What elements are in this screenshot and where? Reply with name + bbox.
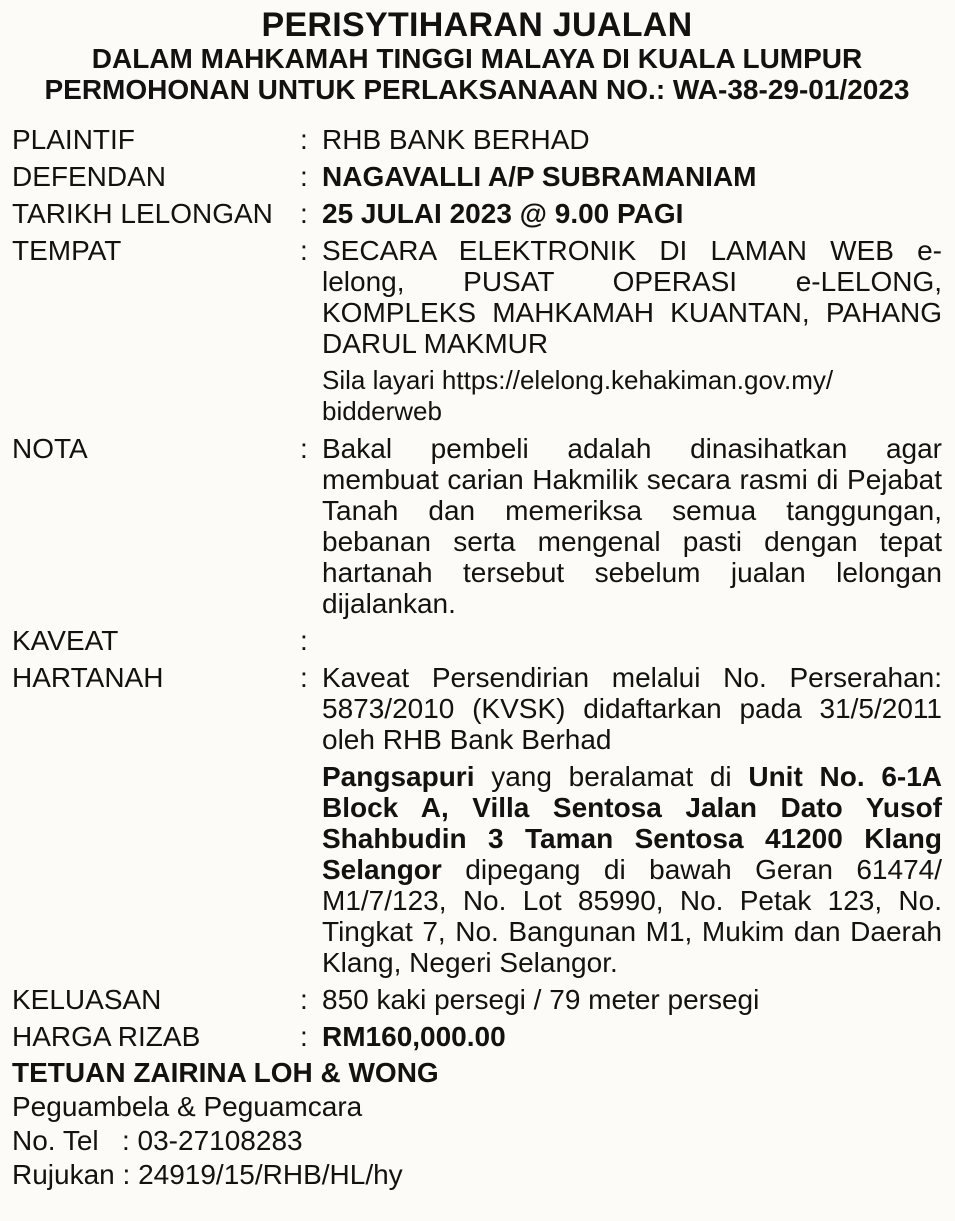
auction-notice bbox=[12, 6, 942, 1192]
field-label: TARIKH LELONGAN bbox=[12, 198, 273, 229]
caveat-text: Kaveat Persendirian melalui No. Perserahan: 5873/2010 (KVSK) didaftarkan pada 31/5/2011 oleh RHB Bank Berhad bbox=[322, 662, 942, 755]
lawyer-details bbox=[12, 1056, 942, 1192]
law-firm-tel: No. Tel : 03-27108283 bbox=[12, 1125, 303, 1156]
field-harga-rizab bbox=[12, 1021, 942, 1052]
field-value: SECARA ELEKTRONIK DI LAMAN WEB e-lelong, PUSAT OPERASI e-LELONG, KOMPLEKS MAHKAMAH KUANTAN, PAHANG DARUL MAKMUR bbox=[322, 235, 942, 359]
law-firm-ref: Rujukan : 24919/15/RHB/HL/hy bbox=[12, 1159, 403, 1190]
field-colon: : bbox=[300, 161, 308, 192]
address-intro: yang beralamat di bbox=[474, 761, 749, 792]
field-tarikh-lelongan bbox=[12, 198, 942, 229]
law-firm-role: Peguambela & Peguamcara bbox=[12, 1091, 363, 1122]
field-colon: : bbox=[300, 662, 308, 693]
field-colon: : bbox=[300, 1021, 308, 1052]
field-kaveat bbox=[12, 625, 942, 656]
field-value: RM160,000.00 bbox=[322, 1021, 506, 1052]
field-value: 850 kaki persegi / 79 meter persegi bbox=[322, 984, 760, 1015]
court-name: DALAM MAHKAMAH TINGGI MALAYA DI KUALA LUMPUR bbox=[91, 43, 863, 74]
field-label: KAVEAT bbox=[12, 625, 119, 656]
field-value: NAGAVALLI A/P SUBRAMANIAM bbox=[322, 161, 757, 192]
field-tempat bbox=[12, 235, 942, 427]
field-keluasan bbox=[12, 984, 942, 1015]
field-value: Bakal pembeli adalah dinasihatkan agar membuat carian Hakmilik secara rasmi di Pejabat Tanah dan memeriksa semua tanggungan, bebanan serta mengenal pasti dengan tepat hartanah tersebut sebelum jualan lelongan dijalankan. bbox=[322, 433, 942, 619]
field-colon: : bbox=[300, 625, 308, 656]
field-label: PLAINTIF bbox=[12, 124, 135, 155]
field-label: HARTANAH bbox=[12, 662, 164, 693]
field-defendan bbox=[12, 161, 942, 192]
application-number: PERMOHONAN UNTUK PERLAKSANAAN NO.: WA-38-29-01/2023 bbox=[44, 74, 910, 105]
field-value-block bbox=[322, 662, 942, 978]
property-description bbox=[322, 761, 942, 978]
field-value: RHB BANK BERHAD bbox=[322, 124, 590, 155]
field-value: 25 JULAI 2023 @ 9.00 PAGI bbox=[322, 198, 684, 229]
notice-title: PERISYTIHARAN JUALAN bbox=[261, 6, 693, 44]
title-details: dipegang di bawah Geran 61474/ M1/7/123, No. Lot 85990, No. Petak 123, No. Tingkat 7, No. Bangunan M1, Mukim dan Daerah Klang, Negeri Selangor. bbox=[322, 854, 942, 978]
field-plaintif bbox=[12, 124, 942, 155]
field-label: TEMPAT bbox=[12, 235, 122, 266]
field-label: DEFENDAN bbox=[12, 161, 167, 192]
notice-fields bbox=[12, 124, 942, 1052]
field-colon: : bbox=[300, 984, 308, 1015]
field-colon: : bbox=[300, 124, 308, 155]
website-note: Sila layari https://elelong.kehakiman.gov.my/ bidderweb bbox=[322, 365, 834, 426]
field-label: HARGA RIZAB bbox=[12, 1021, 201, 1052]
field-hartanah bbox=[12, 662, 942, 978]
field-label: KELUASAN bbox=[12, 984, 162, 1015]
field-value-block bbox=[322, 235, 942, 427]
property-type: Pangsapuri bbox=[322, 761, 475, 792]
law-firm-name: TETUAN ZAIRINA LOH & WONG bbox=[12, 1057, 439, 1088]
field-colon: : bbox=[300, 235, 308, 266]
field-colon: : bbox=[300, 433, 308, 464]
field-label: NOTA bbox=[12, 433, 88, 464]
field-nota bbox=[12, 433, 942, 619]
property-address: Unit No. 6-1A Block A, Villa Sentosa Jalan Dato Yusof Shahbudin 3 Taman Sentosa 41200 Klang Selangor bbox=[322, 761, 943, 885]
field-colon: : bbox=[300, 198, 308, 229]
